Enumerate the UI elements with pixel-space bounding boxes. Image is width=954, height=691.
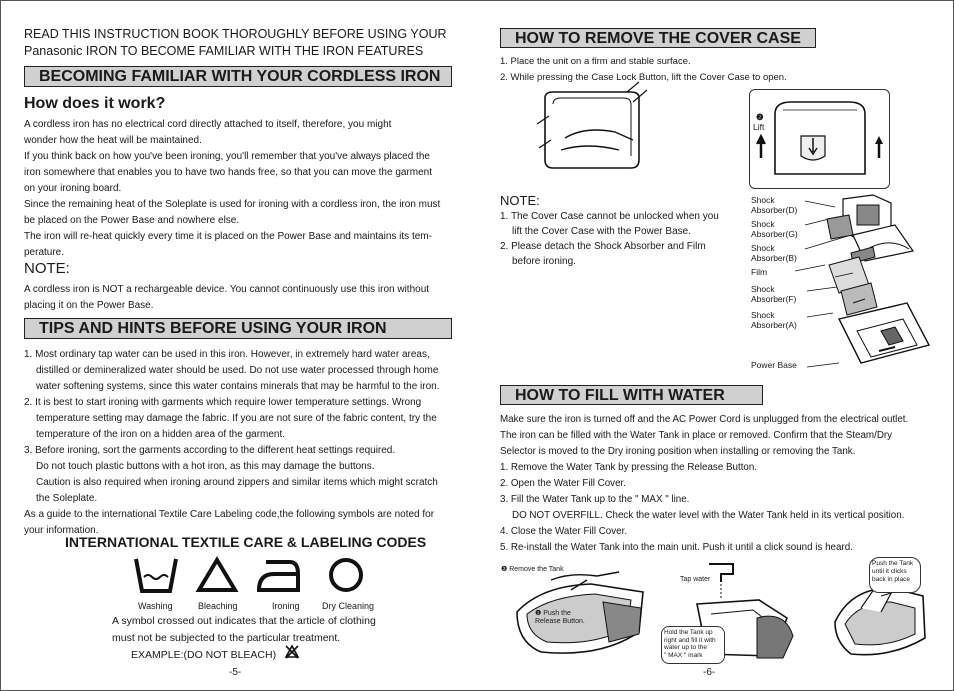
codes-title: INTERNATIONAL TEXTILE CARE & LABELING CODES xyxy=(65,534,427,550)
part-label-b: Shock Absorber(B) xyxy=(751,243,797,263)
note-title: NOTE: xyxy=(24,260,70,277)
section-title-tips: TIPS AND HINTS BEFORE USING YOUR IRON xyxy=(24,318,452,339)
note-line: before ironing. xyxy=(512,256,576,267)
tips-line: 3. Before ironing, sort the garments according to the different heat settings required. xyxy=(24,445,396,456)
part-label-d: Shock Absorber(D) xyxy=(751,195,798,215)
tips-line: Do not touch plastic buttons with a hot iron, as this may damage the buttons. xyxy=(36,461,375,472)
how-line: The iron will re-heat quickly every time it is placed on the Power Base and maintains its tem- xyxy=(24,231,432,242)
note-line: lift the Cover Case with the Power Base. xyxy=(512,226,691,237)
part-label-a: Shock Absorber(A) xyxy=(751,310,797,330)
intro-line-2: Panasonic IRON TO BECOME FAMILIAR WITH THE IRON FEATURES xyxy=(24,44,424,58)
tips-line: the Soleplate. xyxy=(36,493,98,504)
part-label-f: Shock Absorber(F) xyxy=(751,284,797,304)
push-release-label: ❶ Push the Release Button. xyxy=(535,610,585,625)
tips-line: distilled or demineralized water should be used. Do not use water processed through home xyxy=(36,365,439,376)
step-line: 2. While pressing the Case Lock Button, lift the Cover Case to open. xyxy=(500,72,787,83)
fill-line: 5. Re-install the Water Tank into the main unit. Push it until a click sound is heard. xyxy=(500,542,853,553)
fill-line: 4. Close the Water Fill Cover. xyxy=(500,526,628,537)
page-number: -5- xyxy=(229,667,242,678)
section-title-fill-water: HOW TO FILL WITH WATER xyxy=(500,385,763,405)
cover-case-hands-illustration xyxy=(535,88,655,178)
how-line: on your ironing board. xyxy=(24,183,122,194)
symbol-label-ironing: Ironing xyxy=(272,601,300,611)
hold-tank-label: Hold the Tank up right and fill it with water up to the " MAX " mark xyxy=(664,629,716,659)
fill-line: Selector is moved to the Dry ironing position when installing or removing the Tank. xyxy=(500,446,856,457)
lift-number: ❷ xyxy=(756,112,764,122)
push-tank-label: Push the Tank until it clicks back in place xyxy=(872,560,914,583)
how-line: be placed on the Power Base and nowhere else. xyxy=(24,215,240,226)
note-title: NOTE: xyxy=(500,193,540,208)
fill-line: Make sure the iron is turned off and the AC Power Cord is unplugged from the electrical outlet. xyxy=(500,414,909,425)
cover-case-illustration xyxy=(753,96,883,186)
section-title-familiar: BECOMING FAMILIAR WITH YOUR CORDLESS IRON xyxy=(24,66,452,87)
how-title: How does it work? xyxy=(24,95,166,112)
symbol-label-bleaching: Bleaching xyxy=(198,601,238,611)
how-line: wonder how the heat will be maintained. xyxy=(24,135,202,146)
how-line: perature. xyxy=(24,247,65,258)
tips-line: temperature setting may damage the fabric. If you are not sure of the fabric content, try the xyxy=(36,413,437,424)
symbol-label-dry-cleaning: Dry Cleaning xyxy=(322,601,375,611)
how-line: Since the remaining heat of the Soleplate is used for ironing with a cordless iron, the iron must xyxy=(24,199,441,210)
section-title-cover-case: HOW TO REMOVE THE COVER CASE xyxy=(500,28,816,48)
how-line: iron somewhere that enables you to have two hands free, so that you can move the garment xyxy=(24,167,433,178)
example-text: EXAMPLE:(DO NOT BLEACH) xyxy=(131,649,277,661)
note-line: 2. Please detach the Shock Absorber and Film xyxy=(500,241,706,252)
tap-water-label: Tap water xyxy=(680,576,711,583)
intro-line-1: READ THIS INSTRUCTION BOOK THOROUGHLY BEFORE USING YOUR xyxy=(24,27,447,41)
washing-symbol-icon xyxy=(134,557,178,593)
tips-line: As a guide to the international Textile Care Labeling code,the following symbols are noted for xyxy=(24,509,435,520)
remove-tank-label: ❷ Remove the Tank xyxy=(501,566,564,573)
tips-line: temperature of the iron on a hidden area of the garment. xyxy=(36,429,286,440)
how-line: If you think back on how you've been ironing, you'll remember that you've always placed the xyxy=(24,151,430,162)
fill-line: 1. Remove the Water Tank by pressing the Release Button. xyxy=(500,462,758,473)
note-line: 1. The Cover Case cannot be unlocked when you xyxy=(500,211,719,222)
parts-exploded-illustration xyxy=(795,195,935,380)
page-6 xyxy=(477,0,954,691)
power-base-label: Power Base xyxy=(751,360,797,370)
fill-line: 2. Open the Water Fill Cover. xyxy=(500,478,626,489)
tips-line: water softening systems, since this water contains minerals that may be harmful to the iron. xyxy=(36,381,440,392)
symbol-label-washing: Washing xyxy=(138,601,173,611)
page-number: -6- xyxy=(703,667,716,678)
part-label-g: Shock Absorber(G) xyxy=(751,219,798,239)
tips-line: 2. It is best to start ironing with garments which require lower temperature settings. Wrong xyxy=(24,397,422,408)
fill-line: 3. Fill the Water Tank up to the " MAX " line. xyxy=(500,494,690,505)
tips-line: Caution is also required when ironing around zippers and similar items which might scratch xyxy=(36,477,438,488)
ironing-symbol-icon xyxy=(256,558,302,592)
tips-line: 1. Most ordinary tap water can be used in this iron. However, in extremely hard water areas, xyxy=(24,349,430,360)
note-line: A cordless iron is NOT a rechargeable device. You cannot continuously use this iron without xyxy=(24,284,430,295)
step-line: 1. Place the unit on a firm and stable surface. xyxy=(500,56,691,67)
bleaching-symbol-icon xyxy=(196,557,238,593)
tips-line: your information. xyxy=(24,525,99,536)
fill-line: DO NOT OVERFILL. Check the water level with the Water Tank held in its vertical position. xyxy=(512,510,905,521)
note-line: placing it on the Power Base. xyxy=(24,300,154,311)
lift-label: Lift xyxy=(753,122,765,132)
crossed-bleach-icon xyxy=(284,644,300,660)
crossed-line: must not be subjected to the particular treatment. xyxy=(112,632,341,644)
part-label-film: Film xyxy=(751,267,768,277)
dry-cleaning-symbol-icon xyxy=(328,557,364,593)
fill-line: The iron can be filled with the Water Tank in place or removed. Confirm that the Steam/Dry xyxy=(500,430,893,441)
crossed-line: A symbol crossed out indicates that the article of clothing xyxy=(112,615,376,627)
how-line: A cordless iron has no electrical cord directly attached to itself, therefore, you might xyxy=(24,119,392,130)
